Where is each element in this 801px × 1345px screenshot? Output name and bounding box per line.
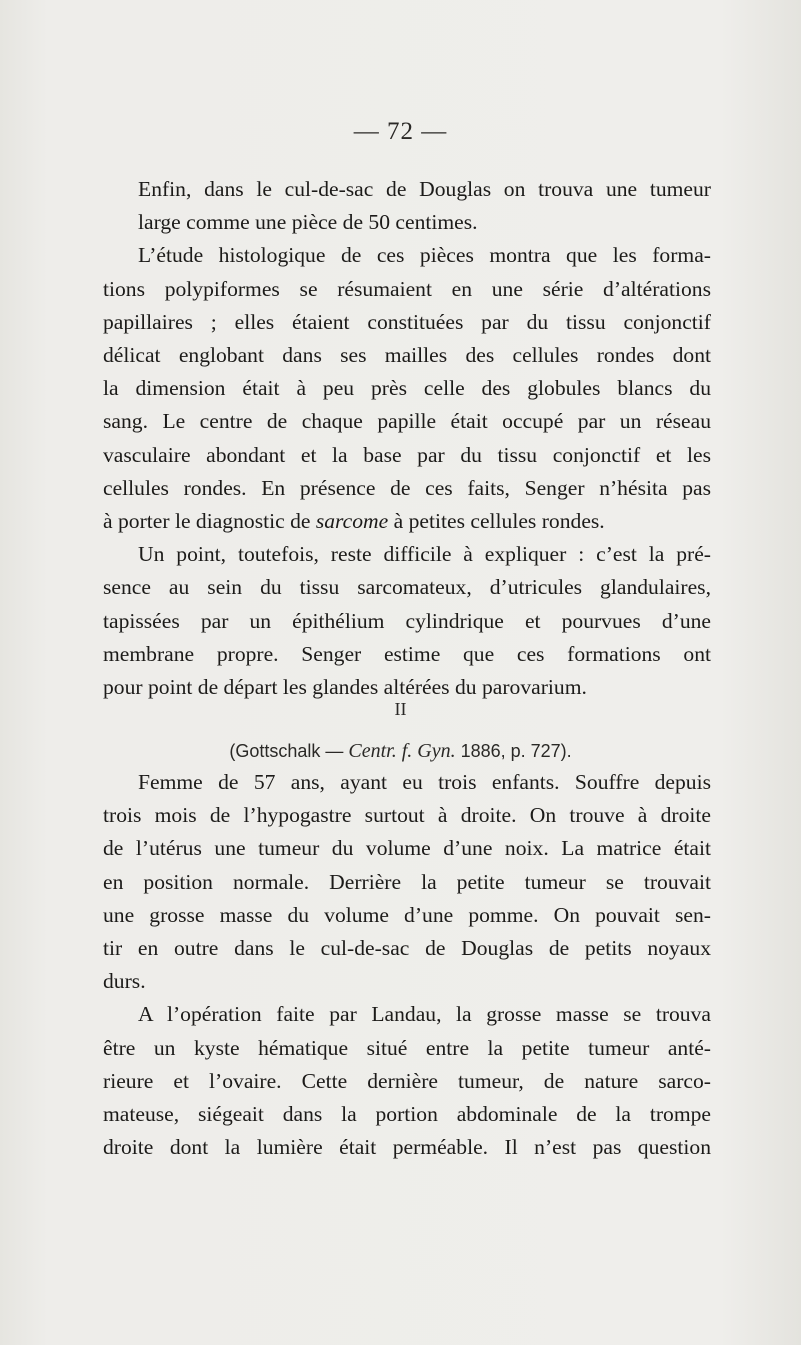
- text-line: tions polypiformes se résumaient en une série d’altérations: [103, 276, 711, 301]
- text-line: mateuse, siégeait dans la portion abdominale de la trompe: [103, 1102, 711, 1127]
- text-line: papillaires ; elles étaient constituées par du tissu conjonctif: [103, 309, 711, 334]
- text-line: Enfin, dans le cul-de-sac de Douglas on trouva une tumeur: [138, 177, 711, 201]
- text-line: pour point de départ les glandes altérées du parovarium.: [103, 675, 587, 700]
- text-line: large comme une pièce de 50 centimes.: [138, 210, 478, 235]
- text-line: durs.: [103, 969, 146, 994]
- text-line: sang. Le centre de chaque papille était occupé par un réseau: [103, 409, 711, 434]
- text-line-sarcome: [103, 505, 711, 538]
- text-line: cellules rondes. En présence de ces faits, Senger n’hésita pas: [103, 475, 711, 500]
- text-block-upper: [103, 173, 711, 704]
- citation-journal: Centr. f. Gyn.: [348, 740, 456, 762]
- paragraph: [103, 538, 711, 704]
- citation-suffix: 1886, p. 727).: [455, 741, 572, 761]
- text-fragment: à porter le diagnostic de: [103, 509, 316, 534]
- text-line: rieure et l’ovaire. Cette dernière tumeur, de nature sarco-: [103, 1068, 711, 1093]
- text-line: délicat englobant dans ses mailles des cellules rondes dont: [103, 343, 711, 368]
- text-line: membrane propre. Senger estime que ces formations ont: [103, 641, 711, 666]
- paragraph: [103, 998, 711, 1164]
- text-line: en position normale. Derrière la petite tumeur se trouvait: [103, 869, 711, 894]
- paragraph: [103, 173, 711, 239]
- text-line: la dimension était à peu près celle des globules blancs du: [103, 376, 711, 401]
- citation-prefix: (Gottschalk —: [229, 741, 349, 761]
- page-number: — 72 —: [353, 118, 448, 145]
- text-line: Femme de 57 ans, ayant eu trois enfants. Souffre depuis: [138, 770, 711, 794]
- text-line: de l’utérus une tumeur du volume d’une noix. La matrice était: [103, 836, 711, 861]
- text-line: droite dont la lumière était perméable. Il n’est pas question: [103, 1135, 711, 1160]
- text-fragment: à petites cellules rondes.: [388, 509, 605, 534]
- text-line: une grosse masse du volume d’une pomme. On pouvait sen-: [103, 902, 711, 927]
- text-line: Un point, toutefois, reste difficile à expliquer : c’est la pré-: [138, 542, 711, 567]
- text-line: vasculaire abondant et la base par du tissu conjonctif et les: [103, 442, 711, 467]
- section-number: II: [394, 699, 407, 719]
- text-block-lower: [103, 766, 711, 1164]
- paragraph: [103, 239, 711, 538]
- text-line: L’étude histologique de ces pièces montra que les forma-: [138, 243, 711, 268]
- text-line: tir en outre dans le cul-de-sac de Douglas de petits noyaux: [103, 936, 711, 961]
- paragraph: [103, 766, 711, 998]
- text-line: trois mois de l’hypogastre surtout à droite. On trouve à droite: [103, 803, 711, 828]
- text-line: A l’opération faite par Landau, la grosse masse se trouva: [138, 1002, 711, 1027]
- text-line: tapissées par un épithélium cylindrique et pourvues d’une: [103, 608, 711, 633]
- text-line: être un kyste hématique situé entre la petite tumeur anté-: [103, 1035, 711, 1060]
- citation: [0, 740, 801, 763]
- text-line: sence au sein du tissu sarcomateux, d’utricules glandulaires,: [103, 575, 711, 600]
- italic-term: sarcome: [315, 509, 389, 534]
